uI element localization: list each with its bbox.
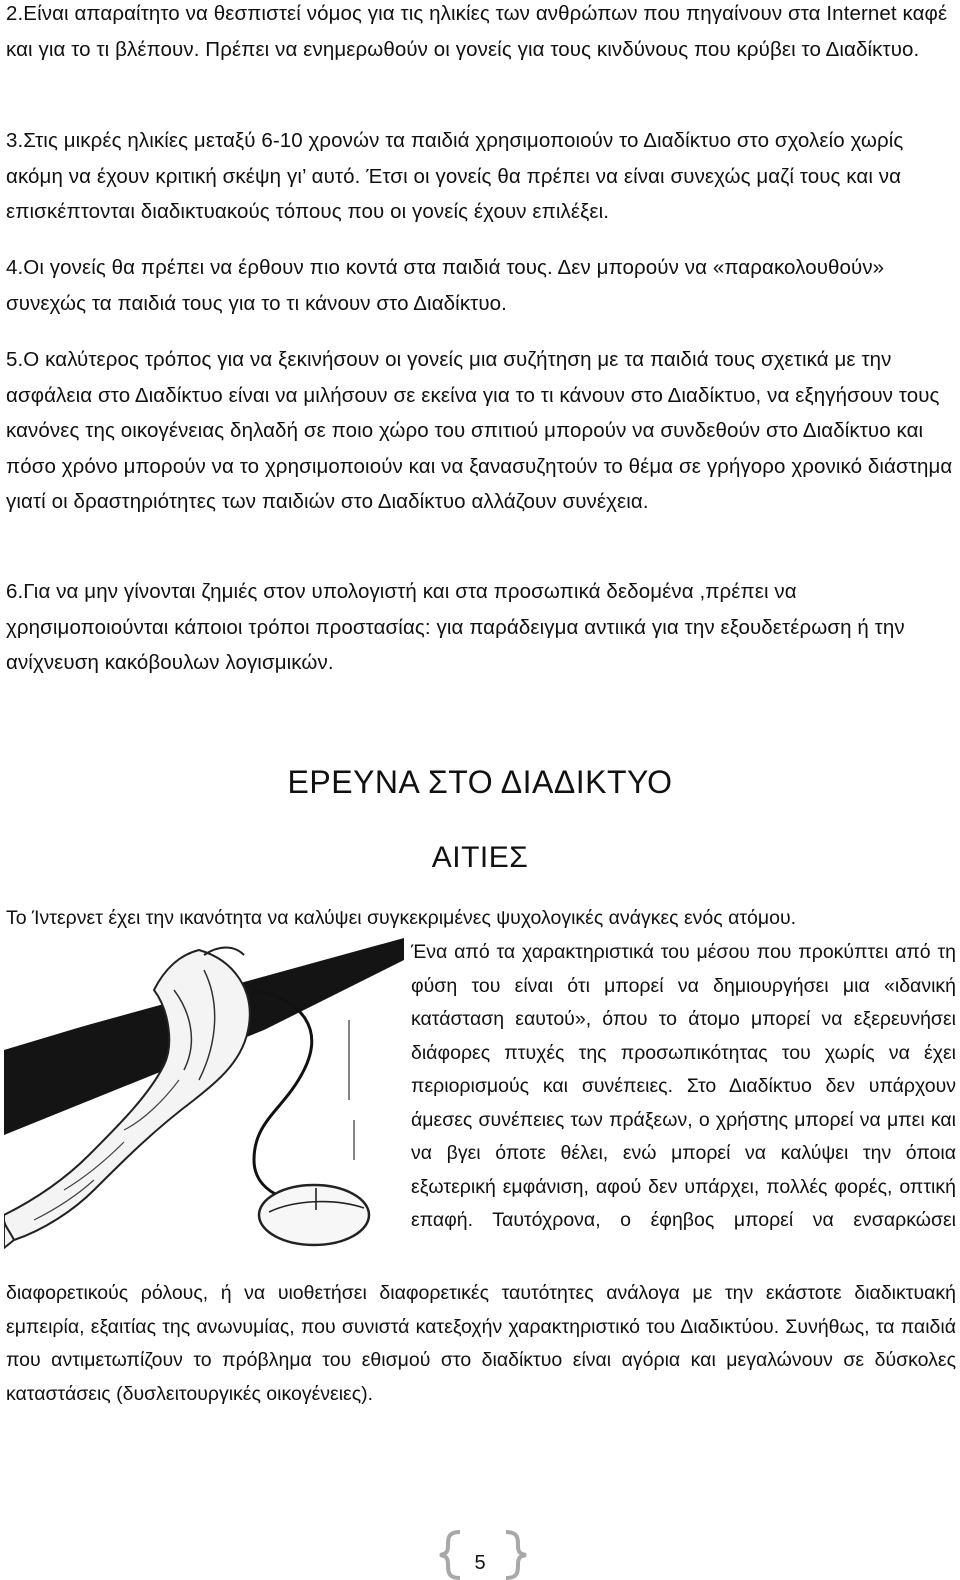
paragraph-2: 2.Είναι απαραίτητο να θεσπιστεί νόμος για τις ηλικίες των ανθρώπων που πηγαίνουν στα Internet καφέ και για το τι βλέπουν. Πρέπει να ενημερωθούν οι γονείς για τους κινδύνους που κρύβει το Διαδίκτυο.: [6, 2, 948, 61]
arm-with-mouse-cable-illustration: [4, 930, 404, 1270]
paragraph-5: 5.Ο καλύτερος τρόπος για να ξεκινήσουν οι γονείς μια συζήτηση με τα παιδιά τους σχετικά με την ασφάλεια στο Διαδίκτυο είναι να μιλήσουν σε εκείνα για το τι κάνουν στο Διαδίκτυο, να εξηγήσουν τους κανόνες της οικογένειας δηλαδή σε ποιο χώρο του σπιτιού μπορούν να συνδεθούν στο Διαδίκτυο και πόσο χρόνο μπορούν να το χρησιμοποιούν και να ξανασυζητούν το θέμα σε γρήγορο χρονικό διάστημα γιατί οι δραστηριότητες των παιδιών στο Διαδίκτυο αλλάζουν συνέχεια.: [6, 348, 953, 513]
section-subtitle: ΑΙΤΙΕΣ: [431, 841, 529, 874]
page-number: 5: [474, 1552, 486, 1574]
bottom-paragraph: διαφορετικούς ρόλους, ή να υιοθετήσει διαφορετικές ταυτότητες ανάλογα με την εκάστοτε διαδικτυακή εμπειρία, εξαιτίας της ανωνυμίας, που συνιστά κατεξοχήν χαρακτηριστικό του Διαδικτύου. Συνήθως, τα παιδιά που αντιμετωπίζουν το πρόβλημα του εθισμού στο διαδίκτυο είναι αγόρια και μεγαλώνουν σε δύσκολες καταστάσεις (δυσλειτουργικές οικογένειες).: [6, 1282, 956, 1405]
section-title: ΕΡΕΥΝΑ ΣΤΟ ΔΙΑΔΙΚΤΥΟ: [287, 764, 673, 800]
paragraph-3: 3.Στις μικρές ηλικίες μεταξύ 6-10 χρονών τα παιδιά χρησιμοποιούν το Διαδίκτυο στο σχολείο χωρίς ακόμη να έχουν κριτική σκέψη γι’ αυτό. Έτσι οι γονείς θα πρέπει να είναι συνεχώς μαζί τους και να επισκέπτονται διαδικτυακούς τόπους που οι γονείς έχουν επιλέξει.: [6, 129, 904, 223]
side-paragraph: Ένα από τα χαρακτηριστικά του μέσου που προκύπτει από τη φύση του είναι ότι μπορεί να δημιουργήσει μια «ιδανική κατάσταση εαυτού», όπου το άτομο μπορεί να εξερευνήσει διάφορες πτυχές της προσωπικότητας του χωρίς να έχει περιορισμούς και συνέπειες. Στο Διαδίκτυο δεν υπάρχουν άμεσες συνέπειες των πράξεων, ο χρήστης μπορεί να μπει και να βγει όποτε θέλει, ενώ μπορεί να καλύψει την όποια εξωτερική εμφάνιση, αφού δεν υπάρχει, πολλές φορές, οπτική επαφή. Ταυτόχρονα, ο έφηβος μπορεί να ενσαρκώσει: [411, 941, 956, 1231]
paragraph-6: 6.Για να μην γίνονται ζημιές στον υπολογιστή και στα προσωπικά δεδομένα ,πρέπει να χρησιμοποιούνται κάποιοι τρόποι προστασίας: για παράδειγμα αντιικά για την εξουδετέρωση ή την ανίχνευση κακόβουλων λογισμικών.: [6, 580, 905, 674]
intro-paragraph: Το Ίντερνετ έχει την ικανότητα να καλύψει συγκεκριμένες ψυχολογικές ανάγκες ενός ατόμου.: [6, 907, 797, 929]
paragraph-4: 4.Οι γονείς θα πρέπει να έρθουν πιο κοντά στα παιδιά τους. Δεν μπορούν να «παρακολουθούν» συνεχώς τα παιδιά τους για το τι κάνουν στο Διαδίκτυο.: [6, 256, 885, 315]
right-curly-brace-icon: [500, 1530, 530, 1580]
